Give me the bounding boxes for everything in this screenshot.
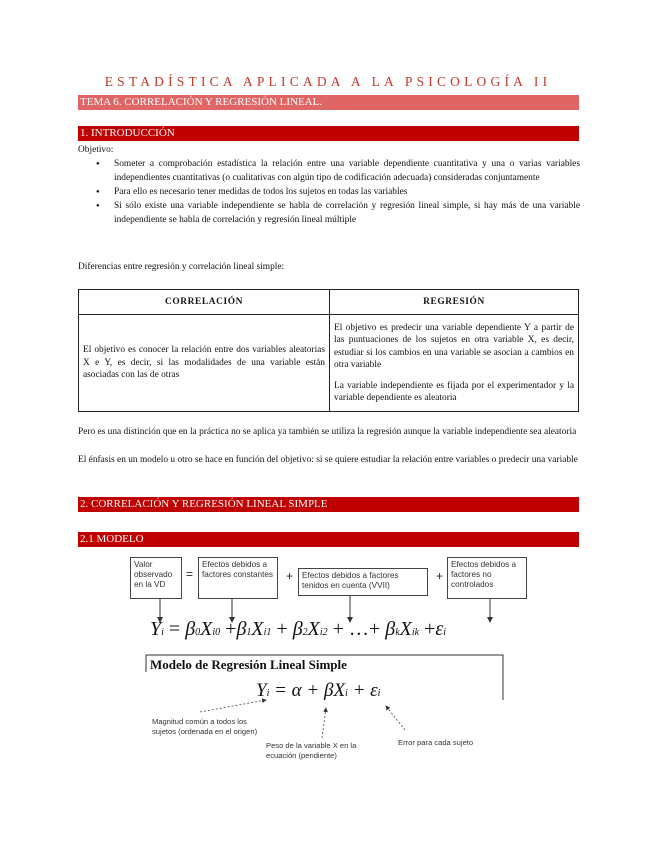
arrow-beta xyxy=(322,708,326,738)
model-title: Modelo de Regresión Lineal Simple xyxy=(150,657,347,672)
paragraph-distinction: Pero es una distinción que en la práctica no se aplica ya también se utiliza la regresión aunque la variable independiente sea aleatoria xyxy=(78,427,577,437)
paragraph-emphasis: El énfasis en un modelo u otro se hace en función del objetivo: si se quiere estudiar la relación entre variables o predecir una variable xyxy=(78,455,578,465)
objective-label: Objetivo: xyxy=(78,145,114,155)
box-independent-factors: Efectos debidos a factores tenidos en cuenta (VVII) xyxy=(298,568,428,596)
plus-sign: + xyxy=(286,569,294,583)
box-constant-factors: Efectos debidos a factores constantes xyxy=(198,557,278,599)
regression-text-1: El objetivo es predecir una variable dependiente Y a partir de las puntuaciones de los sujetos en otra variable X, es decir, estudiar si los cambios en una variable se asocian a cambios en otra variable xyxy=(334,322,574,370)
plus-sign: + xyxy=(436,569,444,583)
document-title: ESTADÍSTICA APLICADA A LA PSICOLOGÍA II xyxy=(104,74,552,89)
subsection-heading-model: 2.1 MODELO xyxy=(78,532,579,547)
differences-label: Diferencias entre regresión y correlación lineal simple: xyxy=(78,262,285,272)
note-beta: Peso de la variable X en la ecuación (pendiente) xyxy=(266,741,357,760)
regression-text-2: La variable independiente es fijada por el experimentador y la variable dependiente es aleatoria xyxy=(334,380,574,403)
box-uncontrolled-factors: Efectos debidos a factores no controlados xyxy=(447,557,527,599)
box-observed-value: Valor observado en la VD xyxy=(130,557,182,599)
topic-header: TEMA 6. CORRELACIÓN Y REGRESIÓN LINEAL. xyxy=(78,95,579,110)
list-item: ● Para ello es necesario tener medidas de todos los sujetos en todas las variables xyxy=(96,185,580,199)
table-header-correlation: CORRELACIÓN xyxy=(79,290,330,315)
note-error: Error para cada sujeto xyxy=(398,738,474,747)
list-item: ● Someter a comprobación estadística la relación entre una variable dependiente cuantitativa y una o varias variables independientes cuantitativas (o cualitativas con algún tipo de codificación adecuada) consideradas conjuntamente xyxy=(96,157,580,185)
correlation-text: El objetivo es conocer la relación entre dos variables aleatorias X e Y, es decir, si las modalidades de una variable están asociadas con las de otras xyxy=(83,345,325,381)
simple-model-equation: Yi = α + βXi + εi xyxy=(256,680,381,701)
equals-sign: = xyxy=(186,567,194,581)
table-header-regression: REGRESIÓN xyxy=(330,290,579,315)
section-heading-introduction: 1. INTRODUCCIÓN xyxy=(78,126,579,141)
list-item: ● Si sólo existe una variable independiente se habla de correlación y regresión lineal simple, si hay más de una variable independiente se habla de correlación y regresión lineal múltiple xyxy=(96,199,580,227)
arrow-error xyxy=(386,706,405,730)
general-model-equation: Yi = β0Xi0 +β1Xi1 + β2Xi2 + …+ βkXik +εi xyxy=(150,618,447,640)
note-alpha: Magnitud común a todos los sujetos (ordenada en el origen) xyxy=(152,717,258,736)
section-heading-simple-regression: 2. CORRELACIÓN Y REGRESIÓN LINEAL SIMPLE xyxy=(78,497,579,512)
